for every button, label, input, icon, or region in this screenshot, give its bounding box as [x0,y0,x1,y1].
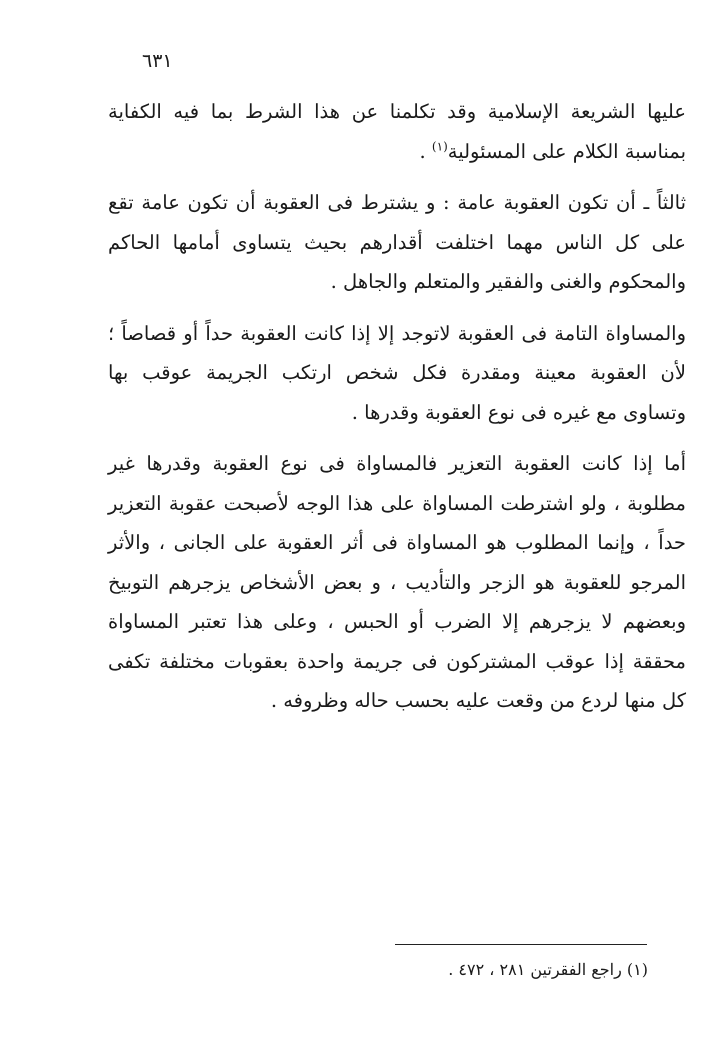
footnote: (١) راجع الفقرتين ٢٨١ ، ٤٧٢ . [448,960,648,979]
paragraph-2: ثالثاً ـ أن تكون العقوبة عامة : و يشترط فى العقوبة أن تكون عامة تقع على كل الناس مهما اختلفت أقدارهم بحيث يتساوى أمامها الحاكم والمحكوم والغنى والفقير والمتعلم والجاهل . [108,191,686,293]
paragraph-3: والمساواة التامة فى العقوبة لاتوجد إلا إذا كانت العقوبة حداً أو قصاصاً ؛ لأن العقوبة معينة ومقدرة فكل شخص ارتكب الجريمة عوقب بها وتساوى مع غيره فى نوع العقوبة وقدرها . [108,321,686,424]
paragraph-1 [108,92,686,171]
paragraph-1-text: عليها الشريعة الإسلامية وقد تكلمنا عن هذا الشرط بما فيه الكفاية بمناسبة الكلام على المسئولية [108,100,686,163]
footnote-divider [395,944,647,945]
paragraph-4: أما إذا كانت العقوبة التعزير فالمساواة فى نوع العقوبة وقدرها غير مطلوبة ، ولو اشترطت المساواة على هذا الوجه لأصبحت عقوبة التعزير حداً ، وإنما المطلوب هو المساواة فى أثر العقوبة على الجانى ، والأثر المرجو للعقوبة هو الزجر والتأديب ، و بعض الأشخاص يزجرهم التوبيخ وبعضهم لا يزجرهم إلا الضرب أو الحبس ، وعلى هذا تعتبر المساواة محققة إذا عوقب المشتركون فى جريمة واحدة بعقوبات مختلفة تكفى كل منها لردع من وقعت عليه بحسب حاله وظروفه . [108,452,686,712]
page-number: ٦٣١ [142,50,173,72]
paragraph-1-tail: . [419,139,432,163]
footnote-reference: (١) [431,139,448,153]
body-text [108,92,686,721]
